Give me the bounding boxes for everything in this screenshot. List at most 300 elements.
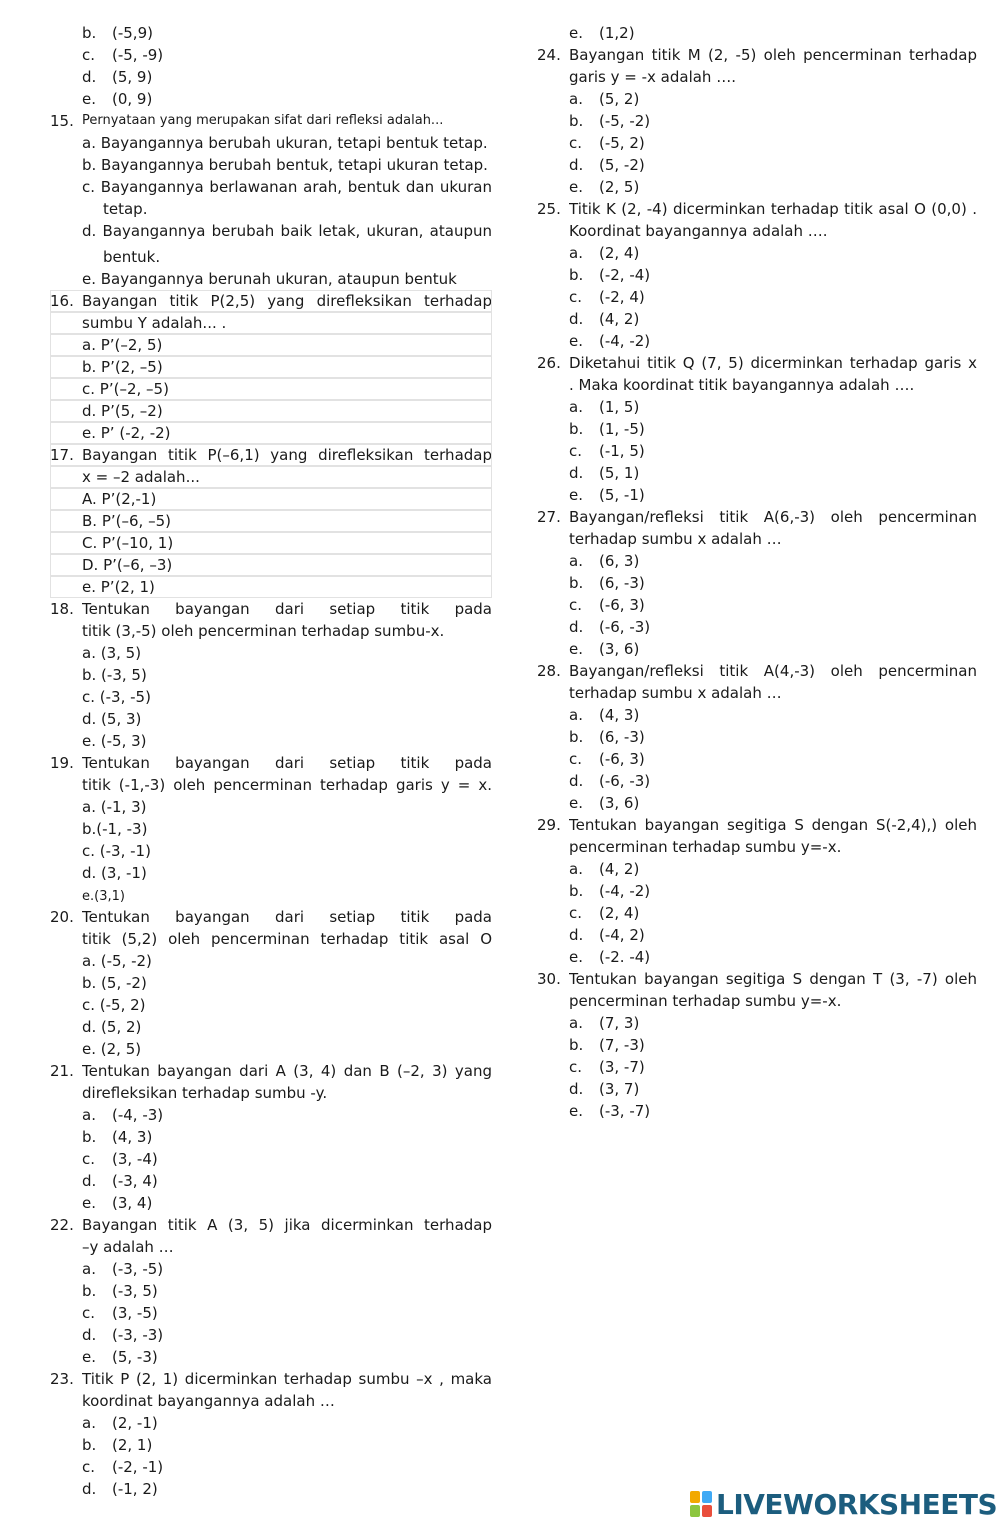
option-text: (5, -1) [599,486,645,504]
option-text: B. P’(–6, –5) [82,512,171,530]
option-text: (4, 3) [112,1128,153,1146]
option-text: (5, -3) [112,1348,158,1366]
option-letter: c. [569,134,583,152]
option-text: e. P’(2, 1) [82,578,155,596]
question-text: Bayangan/refleksi titik A(6,-3) oleh pencerminan [569,508,977,526]
answer-option [50,400,492,422]
answer-option [537,792,977,814]
answer-option [50,378,492,400]
answer-option [50,176,492,198]
answer-option [537,550,977,572]
question-number: 23. [50,1370,74,1388]
option-text: (-4, -2) [599,332,651,350]
option-text: (6, -3) [599,728,645,746]
option-text: (4, 2) [599,310,640,328]
option-letter: d. [569,464,584,482]
question-number: 28. [537,662,561,680]
option-text: (-2, 4) [599,288,645,306]
option-text: (4, 2) [599,860,640,878]
answer-option [50,1170,492,1192]
question-text: Titik P (2, 1) dicerminkan terhadap sumbu –x , maka [82,1370,492,1388]
answer-option [537,880,977,902]
question-number: 27. [537,508,561,526]
option-letter: e. [569,24,583,42]
option-letter: b. [569,574,584,592]
option-text: C. P’(–10, 1) [82,534,174,552]
option-letter: c. [82,1150,96,1168]
option-text: e. (-5, 3) [82,732,147,750]
question-text: Bayangan titik M (2, -5) oleh pencerminan terhadap [569,46,977,64]
option-letter: c. [569,1058,583,1076]
answer-option [50,1324,492,1346]
question-text: terhadap sumbu x adalah … [569,684,782,702]
answer-option [50,1148,492,1170]
question-text: Bayangan titik P(2,5) yang direfleksikan terhadap [82,292,492,310]
option-letter: e. [569,332,583,350]
option-text: (-2, -4) [599,266,651,284]
answer-option [50,1434,492,1456]
answer-option [537,1056,977,1078]
question-line [537,814,977,836]
option-letter: d. [82,68,97,86]
option-letter: b. [82,1282,97,1300]
option-text: (5, 9) [112,68,153,86]
question-number: 24. [537,46,561,64]
question-line [50,1060,492,1082]
question-number: 22. [50,1216,74,1234]
answer-option [50,1192,492,1214]
option-text: (3, 6) [599,640,640,658]
question-text: direfleksikan terhadap sumbu -y. [82,1084,328,1102]
answer-option [537,1078,977,1100]
answer-option [537,154,977,176]
question-continuation [537,682,977,704]
question-continuation [537,374,977,396]
answer-option [50,884,492,906]
question-number: 25. [537,200,561,218]
answer-option [50,22,492,44]
question-continuation [50,774,492,796]
option-text: (1,2) [599,24,635,42]
option-text: b. Bayangannya berubah bentuk, tetapi ukuran tetap. [82,156,488,174]
option-letter: a. [82,1106,96,1124]
question-number: 29. [537,816,561,834]
option-letter: c. [82,1458,96,1476]
option-text: a. (-1, 3) [82,798,147,816]
question-number: 16. [50,292,74,310]
question-continuation [537,220,977,242]
option-text: (2, 4) [599,904,640,922]
option-text: (-6, -3) [599,772,651,790]
answer-option [50,994,492,1016]
option-text: (-4, 2) [599,926,645,944]
option-text: c. (-5, 2) [82,996,146,1014]
option-text: c. Bayangannya berlawanan arah, bentuk dan ukuran [82,178,492,196]
answer-option [50,132,492,154]
answer-option [537,418,977,440]
option-letter: c. [82,46,96,64]
option-letter: e. [569,794,583,812]
option-letter: b. [82,1436,97,1454]
option-text: (-3, -3) [112,1326,164,1344]
option-text: (-4, -2) [599,882,651,900]
option-text: b. P’(2, –5) [82,358,163,376]
question-text: titik (-1,-3) oleh pencerminan terhadap garis y = x. [82,776,492,794]
answer-option [50,66,492,88]
option-letter: e. [569,486,583,504]
option-letter: b. [82,24,97,42]
question-number: 17. [50,446,74,464]
option-text: b. (5, -2) [82,974,147,992]
question-line [537,352,977,374]
option-text: b. (-3, 5) [82,666,147,684]
option-letter: c. [569,288,583,306]
answer-option [50,1456,492,1478]
question-line [50,1214,492,1236]
answer-option [537,770,977,792]
answer-option [50,488,492,510]
question-text: Tentukan bayangan dari setiap titik pada [82,908,492,926]
option-text: e.(3,1) [82,889,125,904]
option-text: A. P’(2,-1) [82,490,157,508]
question-continuation [50,1390,492,1412]
question-text: Tentukan bayangan dari setiap titik pada [82,600,492,618]
answer-option [537,1100,977,1122]
answer-option [537,396,977,418]
option-text: (-3, -5) [112,1260,164,1278]
option-letter: e. [82,90,96,108]
option-text: a. (3, 5) [82,644,142,662]
left-column [50,22,492,1500]
option-text: (-6, 3) [599,750,645,768]
answer-option [50,664,492,686]
option-letter: b. [82,1128,97,1146]
option-text: a. Bayangannya berubah ukuran, tetapi bentuk tetap. [82,134,488,152]
question-line [537,660,977,682]
option-text: (-5, 2) [599,134,645,152]
option-text: c. P’(–2, –5) [82,380,169,398]
question-text: Bayangan/refleksi titik A(4,-3) oleh pencerminan [569,662,977,680]
option-text: (-5, -2) [599,112,651,130]
question-text: pencerminan terhadap sumbu y=-x. [569,838,842,856]
answer-option [50,220,492,242]
answer-option [50,356,492,378]
option-text: (3, -4) [112,1150,158,1168]
option-letter: b. [569,420,584,438]
option-letter: d. [82,1480,97,1498]
answer-option [50,554,492,576]
answer-option [537,132,977,154]
answer-option [50,730,492,752]
answer-option [537,264,977,286]
answer-option [537,1012,977,1034]
question-number: 19. [50,754,74,772]
option-text: (-1, 2) [112,1480,158,1498]
option-text: tetap. [103,200,148,218]
option-text: b.(-1, -3) [82,820,148,838]
question-line [50,598,492,620]
answer-option [50,422,492,444]
option-text: (2, -1) [112,1414,158,1432]
answer-option [537,858,977,880]
option-text: (2, 5) [599,178,640,196]
question-text: Titik K (2, -4) dicerminkan terhadap titik asal O (0,0) . [569,200,977,218]
option-letter: d. [569,618,584,636]
option-text: (3, 6) [599,794,640,812]
option-text: (5, -2) [599,156,645,174]
question-continuation [537,66,977,88]
option-letter: a. [82,1260,96,1278]
answer-option [50,818,492,840]
answer-option [50,1016,492,1038]
option-letter: d. [82,1172,97,1190]
question-line [50,1368,492,1390]
option-text: d. (3, -1) [82,864,147,882]
question-text: . Maka koordinat titik bayangannya adalah …. [569,376,915,394]
option-text: (6, -3) [599,574,645,592]
option-letter: a. [569,552,583,570]
option-text: e. (2, 5) [82,1040,142,1058]
option-text: (0, 9) [112,90,153,108]
option-text: c. (-3, -5) [82,688,151,706]
answer-option [50,576,492,598]
option-text: (-2. -4) [599,948,651,966]
answer-option [50,1104,492,1126]
answer-option [537,440,977,462]
question-continuation [537,990,977,1012]
answer-option [50,268,492,290]
question-text: garis y = -x adalah …. [569,68,736,86]
answer-option [50,862,492,884]
option-text: e. Bayangannya berunah ukuran, ataupun bentuk [82,270,457,288]
answer-option [50,1126,492,1148]
option-text: a. P’(–2, 5) [82,336,163,354]
question-line [537,968,977,990]
option-text: bentuk. [103,248,161,266]
question-text: Koordinat bayangannya adalah …. [569,222,828,240]
question-text: Tentukan bayangan dari setiap titik pada [82,754,492,772]
answer-option [537,616,977,638]
option-letter: e. [569,640,583,658]
answer-option [537,902,977,924]
option-text: (1, 5) [599,398,640,416]
option-letter: e. [569,948,583,966]
option-letter: a. [569,244,583,262]
option-text: (6, 3) [599,552,640,570]
option-letter: e. [82,1348,96,1366]
option-text: (7, -3) [599,1036,645,1054]
option-text: (4, 3) [599,706,640,724]
answer-option [537,1034,977,1056]
option-text: d. P’(5, –2) [82,402,163,420]
answer-option [537,22,977,44]
logo-text: LIVEWORKSHEETS [716,1487,998,1521]
logo-mark-icon [690,1491,712,1517]
answer-option [50,1478,492,1500]
question-line [50,290,492,312]
question-text: Diketahui titik Q (7, 5) dicerminkan terhadap garis x [569,354,977,372]
option-letter: c. [569,596,583,614]
question-text: titik (3,-5) oleh pencerminan terhadap sumbu-x. [82,622,445,640]
answer-option [50,242,492,268]
answer-option [50,840,492,862]
answer-option [537,924,977,946]
option-text: (3, -7) [599,1058,645,1076]
answer-option [50,1258,492,1280]
option-text: d. (5, 2) [82,1018,142,1036]
option-text: d. Bayangannya berubah baik letak, ukuran, ataupun [82,222,492,240]
option-letter: a. [569,90,583,108]
liveworksheets-logo[interactable] [690,1488,997,1520]
answer-option [537,88,977,110]
answer-option [537,594,977,616]
option-text: (-4, -3) [112,1106,164,1124]
question-text: sumbu Y adalah... . [82,314,227,332]
question-line [50,110,492,132]
option-letter: a. [569,1014,583,1032]
answer-option [50,88,492,110]
answer-option [537,462,977,484]
answer-option [50,532,492,554]
question-text: koordinat bayangannya adalah … [82,1392,335,1410]
option-text: (-1, 5) [599,442,645,460]
option-text: (5, 1) [599,464,640,482]
option-text: c. (-3, -1) [82,842,151,860]
question-text: Tentukan bayangan segitiga S dengan T (3, -7) oleh [569,970,977,988]
question-number: 15. [50,112,74,130]
option-letter: d. [569,1080,584,1098]
answer-option [50,198,492,220]
answer-option [50,1302,492,1324]
question-continuation [537,836,977,858]
option-text: d. (5, 3) [82,710,142,728]
answer-option [50,796,492,818]
option-text: (-3, 5) [112,1282,158,1300]
answer-option [50,686,492,708]
answer-option [50,1412,492,1434]
answer-option [537,308,977,330]
answer-option [537,638,977,660]
option-letter: c. [569,750,583,768]
answer-option [50,510,492,532]
option-text: (5, 2) [599,90,640,108]
answer-option [50,154,492,176]
option-letter: a. [569,860,583,878]
option-text: (-5,9) [112,24,153,42]
answer-option [50,708,492,730]
option-text: (7, 3) [599,1014,640,1032]
question-text: Tentukan bayangan dari A (3, 4) dan B (–2, 3) yang [82,1062,492,1080]
question-text: titik (5,2) oleh pencerminan terhadap titik asal O [82,930,492,948]
question-text: –y adalah … [82,1238,174,1256]
option-text: (3, 4) [112,1194,153,1212]
option-text: (-3, 4) [112,1172,158,1190]
option-text: (2, 4) [599,244,640,262]
question-continuation [50,620,492,642]
question-line [50,906,492,928]
option-text: (-6, -3) [599,618,651,636]
option-letter: d. [569,310,584,328]
option-letter: d. [569,156,584,174]
answer-option [537,110,977,132]
answer-option [50,1280,492,1302]
question-continuation [537,528,977,550]
question-number: 21. [50,1062,74,1080]
answer-option [537,484,977,506]
question-text: Bayangan titik P(–6,1) yang direfleksikan terhadap [82,446,492,464]
option-text: (1, -5) [599,420,645,438]
answer-option [50,1038,492,1060]
answer-option [537,286,977,308]
option-letter: a. [82,1414,96,1432]
question-line [537,44,977,66]
answer-option [50,334,492,356]
question-line [50,444,492,466]
question-number: 18. [50,600,74,618]
question-number: 20. [50,908,74,926]
option-text: (3, 7) [599,1080,640,1098]
question-number: 30. [537,970,561,988]
option-letter: b. [569,882,584,900]
answer-option [537,330,977,352]
option-letter: e. [82,1194,96,1212]
answer-option [50,972,492,994]
option-letter: d. [82,1326,97,1344]
answer-option [50,950,492,972]
question-number: 26. [537,354,561,372]
question-continuation [50,312,492,334]
question-text: terhadap sumbu x adalah … [569,530,782,548]
question-line [537,506,977,528]
option-letter: a. [569,398,583,416]
answer-option [537,748,977,770]
question-text: Tentukan bayangan segitiga S dengan S(-2,4),) oleh [569,816,977,834]
option-letter: d. [569,926,584,944]
option-text: (3, -5) [112,1304,158,1322]
option-text: e. P’ (-2, -2) [82,424,171,442]
option-letter: e. [569,178,583,196]
option-text: (-2, -1) [112,1458,164,1476]
answer-option [537,726,977,748]
question-continuation [50,466,492,488]
option-text: a. (-5, -2) [82,952,152,970]
answer-option [537,704,977,726]
option-letter: a. [569,706,583,724]
question-continuation [50,1236,492,1258]
option-letter: c. [569,904,583,922]
answer-option [537,946,977,968]
option-letter: d. [569,772,584,790]
option-letter: e. [569,1102,583,1120]
option-text: (-6, 3) [599,596,645,614]
option-text: (-3, -7) [599,1102,651,1120]
question-text: Pernyataan yang merupakan sifat dari refleksi adalah... [82,113,444,128]
answer-option [537,572,977,594]
option-letter: b. [569,266,584,284]
question-text: Bayangan titik A (3, 5) jika dicerminkan terhadap [82,1216,492,1234]
answer-option [537,242,977,264]
answer-option [50,642,492,664]
question-line [537,198,977,220]
option-text: (2, 1) [112,1436,153,1454]
option-letter: c. [82,1304,96,1322]
answer-option [50,44,492,66]
answer-option [537,176,977,198]
option-text: (-5, -9) [112,46,164,64]
right-column [537,22,977,1122]
question-continuation [50,928,492,950]
option-letter: b. [569,112,584,130]
